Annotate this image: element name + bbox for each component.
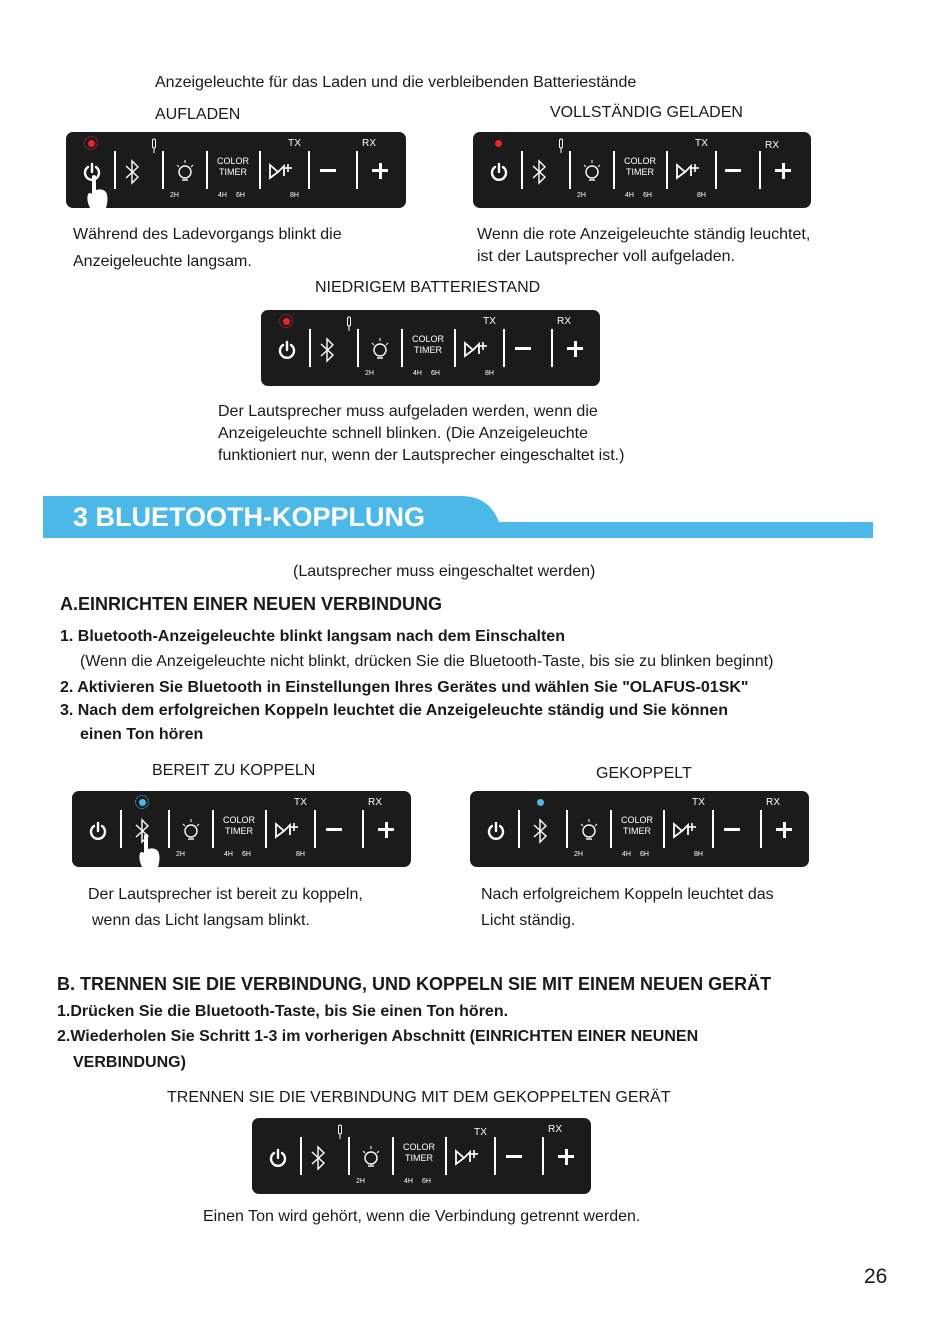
separator xyxy=(356,151,358,189)
time-8h: 8H xyxy=(290,192,299,199)
time-6h: 6H xyxy=(236,192,245,199)
bluetooth-icon xyxy=(317,336,339,364)
separator xyxy=(168,810,170,848)
light-bulb-icon xyxy=(369,336,391,362)
plus-icon-vertical xyxy=(783,822,786,838)
minus-icon xyxy=(506,1155,522,1158)
time-6h: 6H xyxy=(640,851,649,858)
color-label: COLOR xyxy=(620,815,653,825)
separator xyxy=(348,1137,350,1175)
timer-label: TIMER xyxy=(623,826,651,836)
full-desc-1: Wenn die rote Anzeigeleuchte ständig leuchtet, xyxy=(477,226,811,243)
color-label: COLOR xyxy=(216,156,249,166)
bluetooth-icon xyxy=(308,1144,330,1172)
time-2h: 2H xyxy=(170,192,179,199)
plus-icon-vertical xyxy=(565,1149,568,1165)
separator xyxy=(212,810,214,848)
minus-icon xyxy=(725,169,741,172)
control-panel-ready xyxy=(72,791,411,867)
separator xyxy=(357,329,359,367)
part-b-heading: B. TRENNEN SIE DIE VERBINDUNG, UND KOPPELN SIE MIT EINEM NEUEN GERÄT xyxy=(57,974,772,994)
power-icon xyxy=(89,821,107,841)
separator xyxy=(401,329,403,367)
tx-label: TX xyxy=(692,797,706,808)
plus-icon-vertical xyxy=(782,163,785,179)
separator xyxy=(715,151,717,189)
separator xyxy=(265,810,267,848)
rx-label: RX xyxy=(766,797,781,808)
pointing-hand-icon xyxy=(136,833,162,869)
time-6h: 6H xyxy=(643,192,652,199)
red-indicator-light xyxy=(283,318,290,325)
separator xyxy=(454,329,456,367)
color-label: COLOR xyxy=(222,815,255,825)
power-icon xyxy=(490,162,508,182)
separator xyxy=(120,810,122,848)
mic-icon xyxy=(150,138,158,154)
bluetooth-icon xyxy=(529,158,551,186)
separator xyxy=(300,1137,302,1175)
low-desc-1: Der Lautsprecher muss aufgeladen werden, wenn die xyxy=(218,403,598,420)
tx-link-icon xyxy=(268,160,294,180)
separator xyxy=(551,329,553,367)
minus-icon xyxy=(326,828,342,831)
time-2h: 2H xyxy=(176,851,185,858)
separator xyxy=(569,151,571,189)
control-panel-paired xyxy=(470,791,809,867)
light-bulb-icon xyxy=(174,158,196,184)
disconnect-desc: Einen Ton wird gehört, wenn die Verbindung getrennt werden. xyxy=(203,1208,641,1225)
time-6h: 6H xyxy=(422,1178,431,1185)
section-note: (Lautsprecher muss eingeschaltet werden) xyxy=(293,563,596,580)
separator xyxy=(610,810,612,848)
rx-label: RX xyxy=(362,138,377,149)
separator xyxy=(259,151,261,189)
control-panel-full xyxy=(473,132,811,208)
separator xyxy=(162,151,164,189)
time-2h: 2H xyxy=(574,851,583,858)
tx-link-icon xyxy=(675,160,701,180)
time-6h: 6H xyxy=(431,370,440,377)
tx-label: TX xyxy=(483,316,497,327)
timer-label: TIMER xyxy=(414,345,442,355)
separator xyxy=(759,151,761,189)
separator xyxy=(663,810,665,848)
blue-indicator-light xyxy=(537,799,544,806)
time-2h: 2H xyxy=(577,192,586,199)
rx-label: RX xyxy=(368,797,383,808)
separator xyxy=(760,810,762,848)
power-icon xyxy=(269,1148,287,1168)
time-4h: 4H xyxy=(625,192,634,199)
light-bulb-icon xyxy=(581,158,603,184)
separator xyxy=(309,329,311,367)
separator xyxy=(542,1137,544,1175)
charging-desc-2: Anzeigeleuchte langsam. xyxy=(73,253,252,270)
rx-label: RX xyxy=(765,140,780,151)
separator xyxy=(114,151,116,189)
part-a-step-3: 3. Nach dem erfolgreichen Koppeln leuchtet die Anzeigeleuchte ständig und Sie können xyxy=(60,702,728,719)
bluetooth-icon xyxy=(530,817,552,845)
low-title: NIEDRIGEM BATTERIESTAND xyxy=(315,279,541,296)
time-4h: 4H xyxy=(413,370,422,377)
tx-label: TX xyxy=(695,138,709,149)
plus-icon-vertical xyxy=(385,822,388,838)
red-indicator-light xyxy=(495,140,502,147)
ready-title: BEREIT ZU KOPPELN xyxy=(152,762,316,779)
minus-icon xyxy=(724,828,740,831)
plus-icon-vertical xyxy=(379,163,382,179)
mic-icon xyxy=(345,316,353,332)
power-icon xyxy=(487,821,505,841)
minus-icon xyxy=(320,169,336,172)
separator xyxy=(566,810,568,848)
separator xyxy=(494,1137,496,1175)
color-label: COLOR xyxy=(411,334,444,344)
tx-link-icon xyxy=(463,338,489,358)
low-desc-3: funktioniert nur, wenn der Lautsprecher eingeschaltet ist.) xyxy=(218,447,625,464)
time-8h: 8H xyxy=(697,192,706,199)
ready-desc-1: Der Lautsprecher ist bereit zu koppeln, xyxy=(88,886,363,903)
part-a-heading: A.EINRICHTEN EINER NEUEN VERBINDUNG xyxy=(60,594,443,614)
separator xyxy=(206,151,208,189)
time-2h: 2H xyxy=(365,370,374,377)
red-indicator-light xyxy=(88,140,95,147)
tx-label: TX xyxy=(474,1127,488,1138)
timer-label: TIMER xyxy=(626,167,654,177)
time-6h: 6H xyxy=(242,851,251,858)
mic-icon xyxy=(557,138,565,154)
charging-desc-1: Während des Ladevorgangs blinkt die xyxy=(73,226,342,243)
pointing-hand-icon xyxy=(84,174,110,210)
light-bulb-icon xyxy=(578,817,600,843)
charging-title: AUFLADEN xyxy=(155,106,241,123)
separator xyxy=(308,151,310,189)
time-4h: 4H xyxy=(218,192,227,199)
color-label: COLOR xyxy=(623,156,656,166)
separator xyxy=(666,151,668,189)
part-a-step-1b: (Wenn die Anzeigeleuchte nicht blinkt, drücken Sie die Bluetooth-Taste, bis sie zu blinken beginnt) xyxy=(80,653,774,670)
time-2h: 2H xyxy=(356,1178,365,1185)
rx-label: RX xyxy=(548,1124,563,1135)
ready-desc-2: wenn das Licht langsam blinkt. xyxy=(92,912,310,929)
bluetooth-icon xyxy=(122,158,144,186)
color-label: COLOR xyxy=(402,1142,435,1152)
separator xyxy=(314,810,316,848)
page-number: 26 xyxy=(864,1265,888,1288)
power-icon xyxy=(278,340,296,360)
plus-icon-vertical xyxy=(574,341,577,357)
control-panel-disconnect xyxy=(252,1118,591,1194)
light-bulb-icon xyxy=(360,1144,382,1170)
separator xyxy=(503,329,505,367)
full-desc-2: ist der Lautsprecher voll aufgeladen. xyxy=(477,248,735,265)
intro-text: Anzeigeleuchte für das Laden und die verbleibenden Batteriestände xyxy=(155,74,637,91)
tx-label: TX xyxy=(288,138,302,149)
control-panel-low-battery xyxy=(261,310,600,386)
time-4h: 4H xyxy=(404,1178,413,1185)
tx-link-icon xyxy=(454,1146,480,1166)
timer-label: TIMER xyxy=(219,167,247,177)
tx-label: TX xyxy=(294,797,308,808)
minus-icon xyxy=(515,347,531,350)
separator xyxy=(521,151,523,189)
section-title: 3 BLUETOOTH-KOPPLUNG xyxy=(73,502,426,532)
part-a-step-3b: einen Ton hören xyxy=(80,726,204,743)
tx-link-icon xyxy=(274,819,300,839)
separator xyxy=(518,810,520,848)
timer-label: TIMER xyxy=(405,1153,433,1163)
paired-desc-2: Licht ständig. xyxy=(481,912,576,929)
blue-indicator-light xyxy=(139,799,146,806)
full-title: VOLLSTÄNDIG GELADEN xyxy=(550,104,743,121)
separator xyxy=(392,1137,394,1175)
time-8h: 8H xyxy=(694,851,703,858)
mic-icon xyxy=(336,1124,344,1140)
light-bulb-icon xyxy=(180,817,202,843)
low-desc-2: Anzeigeleuchte schnell blinken. (Die Anzeigeleuchte xyxy=(218,425,589,442)
part-a-step-1: 1. Bluetooth-Anzeigeleuchte blinkt langsam nach dem Einschalten xyxy=(60,628,565,645)
part-b-step-1: 1.Drücken Sie die Bluetooth-Taste, bis Sie einen Ton hören. xyxy=(57,1003,509,1020)
paired-title: GEKOPPELT xyxy=(596,765,692,782)
part-b-step-2: 2.Wiederholen Sie Schritt 1-3 im vorherigen Abschnitt (EINRICHTEN EINER NEUNEN xyxy=(57,1028,699,1045)
disconnect-title: TRENNEN SIE DIE VERBINDUNG MIT DEM GEKOPPELTEN GERÄT xyxy=(167,1089,671,1106)
time-8h: 8H xyxy=(485,370,494,377)
separator xyxy=(445,1137,447,1175)
separator xyxy=(613,151,615,189)
separator xyxy=(362,810,364,848)
time-4h: 4H xyxy=(224,851,233,858)
time-8h: 8H xyxy=(296,851,305,858)
separator xyxy=(712,810,714,848)
part-a-step-2: 2. Aktivieren Sie Bluetooth in Einstellungen Ihres Gerätes und wählen Sie "OLAFUS-01SK" xyxy=(60,679,749,696)
paired-desc-1: Nach erfolgreichem Koppeln leuchtet das xyxy=(481,886,774,903)
time-4h: 4H xyxy=(622,851,631,858)
timer-label: TIMER xyxy=(225,826,253,836)
part-b-step-2b: VERBINDUNG) xyxy=(73,1054,186,1071)
tx-link-icon xyxy=(672,819,698,839)
control-panel-charging xyxy=(66,132,406,208)
rx-label: RX xyxy=(557,316,572,327)
